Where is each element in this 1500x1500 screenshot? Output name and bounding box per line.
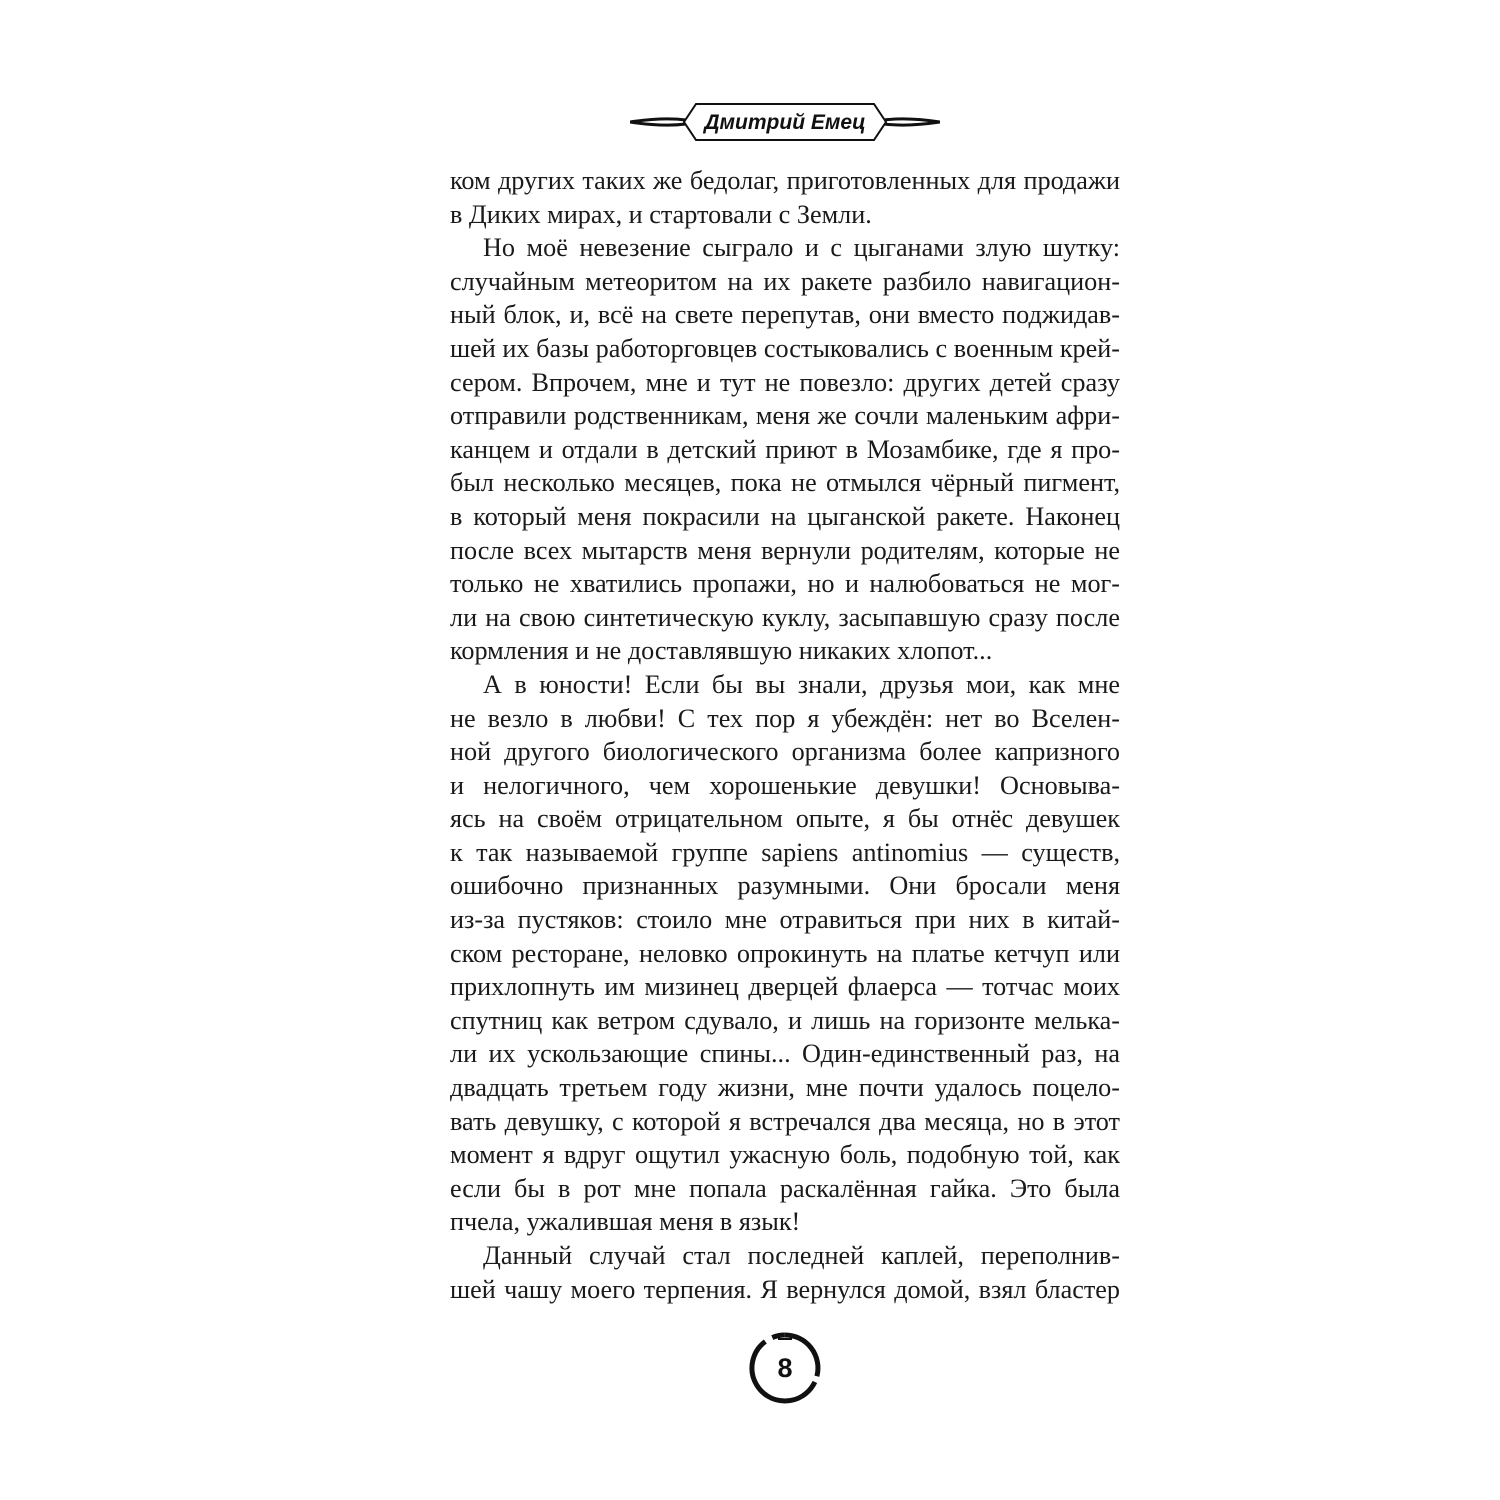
text-line: был несколько месяцев, пока не отмылся чёрный пигмент, bbox=[450, 468, 1120, 498]
text-line: сером. Впрочем, мне и тут не повезло: других детей сразу bbox=[450, 367, 1120, 397]
author-name: Дмитрий Емец bbox=[704, 111, 866, 134]
text-line: спутниц как ветром сдувало, и лишь на горизонте мелька- bbox=[450, 1005, 1120, 1035]
text-line: вать девушку, с которой я встречался два месяца, но в этот bbox=[450, 1106, 1120, 1136]
text-line: Данный случай стал последней каплей, переполнив- bbox=[483, 1241, 1120, 1270]
text-line: Но моё невезение сыграло и с цыганами злую шутку: bbox=[483, 233, 1120, 263]
text-line: в который меня покрасили на цыганской ракете. Наконец bbox=[450, 501, 1120, 531]
text-line: только не хватились пропажи, но и налюбоваться не мог- bbox=[450, 569, 1120, 599]
text-line: к так называемой группе sapiens antinomius — существ, bbox=[450, 837, 1120, 867]
text-line: ком других таких же бедолаг, приготовленных для продажи bbox=[450, 166, 1120, 195]
text-line: шей их базы работорговцев состыковались с военным крей- bbox=[450, 333, 1120, 363]
text-line: из-за пустяков: стоило мне отравиться при них в китай- bbox=[450, 905, 1120, 935]
text-line: ли их ускользающие спины... Один-единственный раз, на bbox=[450, 1039, 1120, 1069]
text-line: случайным метеоритом на их ракете разбило навигацион- bbox=[450, 266, 1120, 296]
text-line: момент я вдруг ощутил ужасную боль, подобную той, как bbox=[450, 1140, 1120, 1170]
text-line: двадцать третьем году жизни, мне почти удалось поцело- bbox=[450, 1073, 1120, 1103]
text-line: А в юности! Если бы вы знали, друзья мои, как мне bbox=[483, 669, 1120, 699]
text-line: не везло в любви! С тех пор я убеждён: нет во Вселен- bbox=[450, 703, 1120, 733]
text-line: ли на свою синтетическую куклу, засыпавшую сразу после bbox=[450, 602, 1120, 632]
text-line: ском ресторане, неловко опрокинуть на платье кетчуп или bbox=[450, 938, 1120, 968]
text-line: если бы в рот мне попала раскалённая гайка. Это была bbox=[450, 1173, 1120, 1203]
paragraph bbox=[450, 1239, 1120, 1306]
text-line: и нелогичного, чем хорошенькие девушки! Основыва- bbox=[450, 770, 1120, 800]
text-line: ошибочно признанных разумными. Они бросали меня bbox=[450, 871, 1120, 901]
paragraph bbox=[450, 231, 1120, 668]
paragraph bbox=[450, 668, 1120, 1239]
page-number: 8 bbox=[777, 1353, 793, 1383]
text-line: кормления и не доставлявшую никаких хлопот... bbox=[450, 636, 993, 666]
text-line: ной другого биологического организма более капризного bbox=[450, 737, 1120, 767]
text-line: в Диких мирах, и стартовали с Земли. bbox=[450, 199, 872, 229]
text-line: ный блок, и, всё на свете перепутав, они вместо поджидав- bbox=[450, 300, 1120, 330]
running-header bbox=[630, 100, 940, 144]
text-line: ясь на своём отрицательном опыте, я бы отнёс девушек bbox=[450, 804, 1120, 834]
text-line: пчела, ужалившая меня в язык! bbox=[450, 1207, 801, 1237]
body-text bbox=[450, 164, 1120, 1306]
paragraph bbox=[450, 164, 1120, 231]
text-line: отправили родственникам, меня же сочли маленьким афри- bbox=[450, 401, 1120, 431]
text-line: прихлопнуть им мизинец дверцей флаерса — тотчас моих bbox=[450, 972, 1120, 1002]
text-line: шей чашу моего терпения. Я вернулся домой, взял бластер bbox=[450, 1274, 1120, 1304]
text-line: после всех мытарств меня вернули родителям, которые не bbox=[450, 535, 1120, 565]
page-number-badge bbox=[748, 1331, 822, 1405]
text-line: канцем и отдали в детский приют в Мозамбике, где я про- bbox=[450, 434, 1120, 464]
